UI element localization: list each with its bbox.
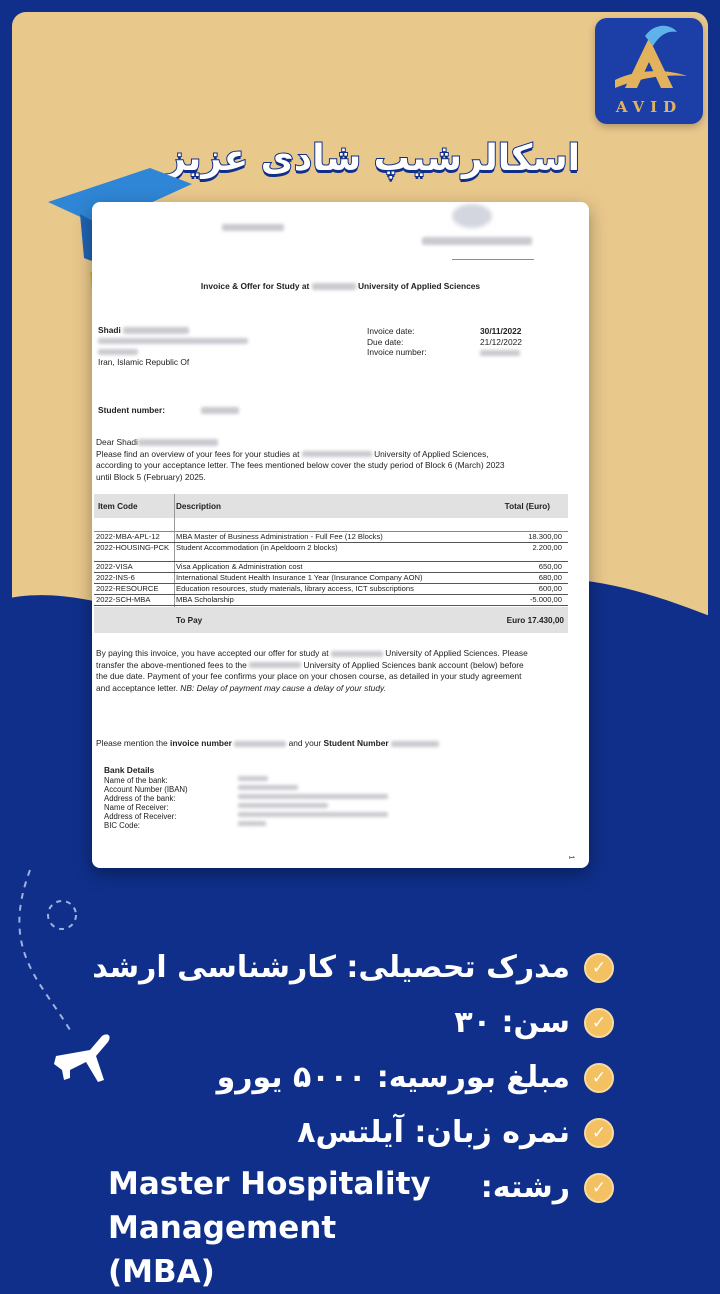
- table-row: [94, 573, 568, 584]
- feature-label: سن: ۳۰: [454, 1005, 570, 1040]
- page-title: اسکالرشیپ شادی عزیز: [165, 138, 580, 179]
- fees-table-header: Item Code Description Total (Euro): [94, 494, 568, 518]
- item-description: Student Accommodation (in Apeldoorn 2 blocks): [176, 543, 338, 552]
- check-icon: ✓: [584, 1063, 614, 1093]
- feature-item: [92, 940, 614, 995]
- feature-item: [92, 1050, 614, 1105]
- check-icon: ✓: [584, 1173, 614, 1203]
- feature-label: مدرک تحصیلی: کارشناسی ارشد: [92, 950, 570, 985]
- item-code: 2022-RESOURCE: [96, 584, 159, 593]
- item-code: 2022-INS-6: [96, 573, 135, 582]
- check-icon: ✓: [584, 1008, 614, 1038]
- item-total: 680,00: [538, 573, 562, 582]
- check-icon: ✓: [584, 953, 614, 983]
- item-code: 2022-SCH-MBA: [96, 595, 151, 604]
- table-row: [94, 584, 568, 595]
- doc-title: Invoice & Offer for Study at University of Applied Sciences: [200, 281, 481, 291]
- invoice-document: [92, 202, 589, 868]
- bank-details: Bank Details Name of the bank: Account Number (IBAN) Address of the bank: Name of Receiver: Address of Receiver: BIC Code:: [104, 765, 188, 830]
- item-description: Visa Application & Administration cost: [176, 562, 303, 571]
- mention-line: Please mention the invoice number and your Student Number: [96, 738, 581, 750]
- item-description: MBA Master of Business Administration - Full Fee (12 Blocks): [176, 532, 383, 541]
- recipient-block: Shadi Iran, Islamic Republic Of: [98, 325, 298, 367]
- table-row: [94, 532, 568, 543]
- feature-item: [92, 1105, 614, 1160]
- intro-paragraph: Dear Shadi Please find an overview of your fees for your studies at University of Applied Sciences, according to your acceptance letter. The fees mentioned below cover the study period of Block 6 (March) 2023 until Block 5 (February) 2025.: [96, 437, 505, 482]
- logo-text: AVID: [615, 98, 683, 116]
- item-total: 650,00: [538, 562, 562, 571]
- feature-label: مبلغ بورسیه: ۵۰۰۰ یورو: [216, 1060, 570, 1095]
- table-row: [94, 543, 568, 562]
- table-row: [94, 562, 568, 573]
- item-code: 2022-VISA: [96, 562, 133, 571]
- page-number: 1: [567, 855, 575, 860]
- invoice-meta-values: 30/11/2022 21/12/2022: [480, 326, 522, 358]
- item-description: MBA Scholarship: [176, 595, 234, 604]
- header-line: [452, 259, 534, 260]
- item-total: 18.300,00: [528, 532, 562, 541]
- check-icon: ✓: [584, 1118, 614, 1148]
- payment-paragraph: By paying this invoice, you have accepted our offer for study at University of Applied Sciences. Please transfer the above-mentioned fees to the University of Applied Sciences bank account (below) before the due date. Payment of your fee confirms your place on your chosen course, as detailed in your study agreement and acceptance letter. NB: Delay of payment may cause a delay of your study.: [96, 648, 528, 693]
- student-number: Student number:: [98, 405, 239, 415]
- university-seal: [452, 204, 492, 228]
- field-of-study: Master Hospitality Management (MBA): [108, 1166, 431, 1290]
- avid-logo-icon: [595, 18, 703, 98]
- item-total: 2.200,00: [532, 543, 562, 552]
- feature-label: نمره زبان: آیلتس۸: [297, 1115, 570, 1150]
- item-description: Education resources, study materials, library access, ICT subscriptions: [176, 584, 414, 593]
- avid-logo: [595, 18, 703, 124]
- feature-item: [92, 995, 614, 1050]
- table-row: [94, 595, 568, 606]
- item-code: 2022-MBA-APL-12: [96, 532, 160, 541]
- fees-table: [94, 532, 568, 606]
- invoice-meta-labels: Invoice date: Due date: Invoice number:: [367, 326, 427, 357]
- item-description: International Student Health Insurance 1 Year (Insurance Company AON): [176, 573, 423, 582]
- item-total: -5.000,00: [529, 595, 562, 604]
- bank-values-redacted: [238, 774, 388, 828]
- item-code: 2022-HOUSING-PCK: [96, 543, 170, 552]
- to-pay-row: To Pay Euro 17.430,00: [94, 607, 568, 633]
- feature-label: رشته:: [480, 1170, 570, 1205]
- item-total: 600,00: [538, 584, 562, 593]
